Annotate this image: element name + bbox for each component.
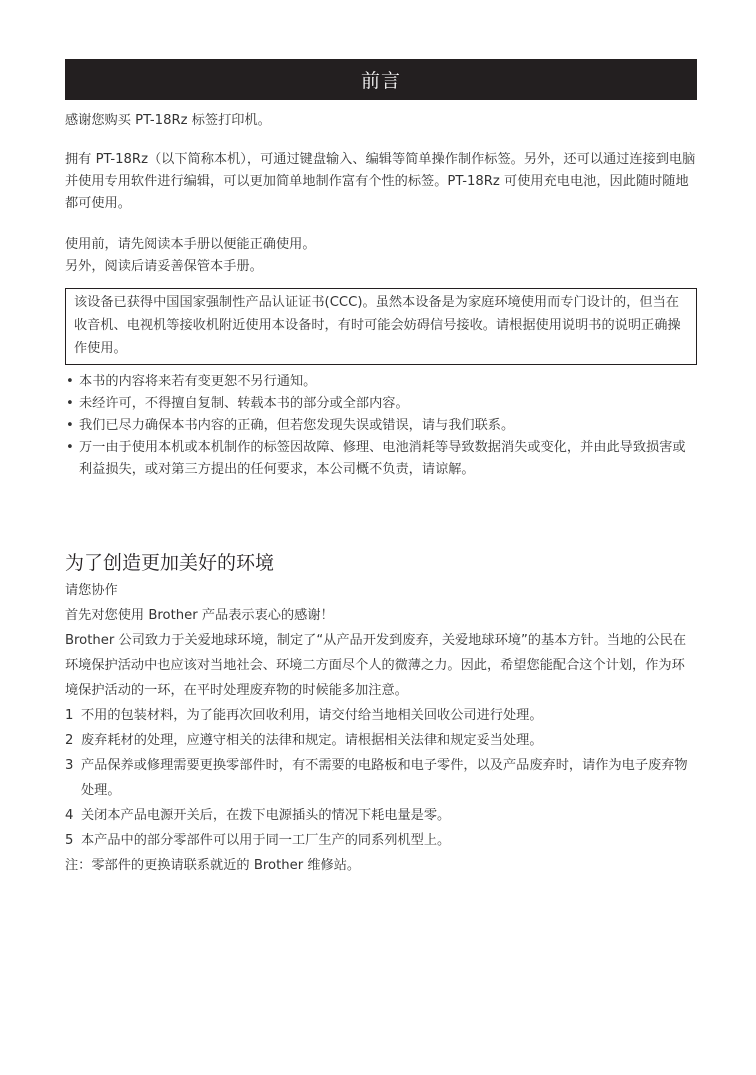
usage-note-line: 另外，阅读后请妥善保管本手册。 — [65, 259, 263, 274]
bullet-icon: • — [66, 440, 74, 455]
list-number: 4 — [65, 808, 74, 823]
list-item-text: 本书的内容将来若有变更恕不另行通知。 — [79, 374, 317, 389]
list-item — [65, 371, 697, 393]
list-item — [65, 415, 697, 437]
title-bar — [65, 59, 697, 100]
environment-subheading: 请您协作 — [65, 583, 118, 598]
list-item — [65, 803, 697, 828]
thanks-text: 首先对您使用 Brother 产品表示衷心的感谢！ — [65, 608, 334, 623]
page — [65, 59, 697, 878]
bullet-icon: • — [66, 396, 74, 411]
policy-text: Brother 公司致力于关爱地球环境，制定了“从产品开发到废弃，关爱地球环境”的基本方针。当地的公民在环境保护活动中也应该对当地社会、环境二方面尽个人的微薄之力。因此，希望您能配合这个计划，作为环境保护活动的一环，在平时处理废弃物的时候能多加注意。 — [65, 633, 687, 698]
list-item-text: 未经许可，不得擅自复制、转载本书的部分或全部内容。 — [79, 396, 409, 411]
list-item — [65, 753, 697, 803]
list-number: 2 — [65, 733, 74, 748]
list-item — [65, 828, 697, 853]
list-item — [65, 437, 697, 481]
list-number: 3 — [65, 758, 74, 773]
list-item — [65, 703, 697, 728]
list-item-text: 废弃耗材的处理，应遵守相关的法律和规定。请根据相关法律和规定妥当处理。 — [81, 733, 543, 748]
list-item-text: 万一由于使用本机或本机制作的标签因故障、修理、电池消耗等导致数据消失或变化，并由此导致损害或利益损失，或对第三方提出的任何要求，本公司概不负责，请谅解。 — [79, 440, 686, 477]
page-title: 前言 — [360, 70, 401, 92]
usage-note-line: 使用前，请先阅读本手册以便能正确使用。 — [65, 237, 316, 252]
environment-section — [65, 578, 697, 878]
list-item-text: 产品保养或修理需要更换零部件时，有不需要的电路板和电子零件，以及产品废弃时，请作为电子废弃物处理。 — [81, 758, 688, 798]
disclaimer-list — [65, 371, 697, 481]
list-item-text: 本产品中的部分零部件可以用于同一工厂生产的同系列机型上。 — [81, 833, 451, 848]
intro-text: 感谢您购买 PT-18Rz 标签打印机。 — [65, 113, 271, 128]
service-note: 注：零部件的更换请联系就近的 Brother 维修站。 — [65, 858, 361, 873]
list-item-text: 我们已尽力确保本书内容的正确，但若您发现失误或错误，请与我们联系。 — [79, 418, 515, 433]
bullet-icon: • — [66, 418, 74, 433]
usage-note — [65, 234, 697, 278]
list-item-text: 不用的包装材料，为了能再次回收利用，请交付给当地相关回收公司进行处理。 — [81, 708, 543, 723]
list-number: 1 — [65, 708, 74, 723]
list-item — [65, 393, 697, 415]
ccc-notice-box — [65, 288, 697, 365]
bullet-icon: • — [66, 374, 74, 389]
environment-heading: 为了创造更加美好的环境 — [65, 552, 275, 574]
list-number: 5 — [65, 833, 74, 848]
list-item-text: 关闭本产品电源开关后，在拨下电源插头的情况下耗电量是零。 — [81, 808, 451, 823]
environment-list — [65, 703, 697, 853]
ccc-notice-text: 该设备已获得中国国家强制性产品认证证书(CCC)。虽然本设备是为家庭环境使用而专门设计的，但当在收音机、电视机等接收机附近使用本设备时，有时可能会妨碍信号接收。请根据使用说明书的说明正确操作使用。 — [74, 295, 681, 356]
list-item — [65, 728, 697, 753]
product-description: 拥有 PT-18Rz（以下简称本机），可通过键盘输入、编辑等简单操作制作标签。另外，还可以通过连接到电脑并使用专用软件进行编辑，可以更加简单地制作富有个性的标签。PT-18Rz 可使用充电电池，因此随时随地都可使用。 — [65, 152, 696, 211]
